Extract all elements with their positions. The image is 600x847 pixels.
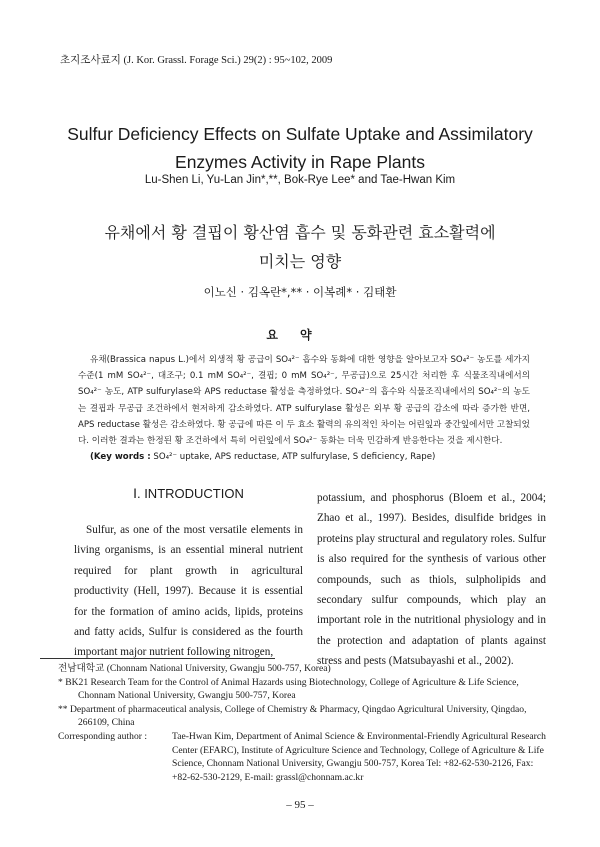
title-english-line1: Sulfur Deficiency Effects on Sulfate Uptake and Assimilatory: [67, 124, 533, 144]
abstract: [78, 352, 530, 465]
section-heading-introduction: Ⅰ. INTRODUCTION: [133, 486, 244, 501]
corresponding-author-label: Corresponding author :: [58, 730, 147, 742]
page-number: – 95 –: [286, 799, 314, 811]
keywords-text: SO₄²⁻ uptake, APS reductase, ATP sulfurylase, S deficiency, Rape): [153, 452, 436, 463]
footnote-divider: [40, 658, 275, 659]
title-korean-line1: 유채에서 황 결핍이 황산염 흡수 및 동화관련 효소활력에: [104, 223, 496, 242]
title-korean-line2: 미치는 영향: [258, 252, 342, 271]
keywords: [78, 449, 530, 465]
title-english: [40, 120, 560, 176]
footnotes: [58, 662, 548, 784]
journal-citation: 초지조사료지 (J. Kor. Grassl. Forage Sci.) 29(2) : 95~102, 2009: [60, 55, 333, 66]
intro-paragraph-right: potassium, and phosphorus (Bloem et al., 2004; Zhao et al., 1997). Besides, disulfide bridges in proteins play structural and regulatory roles. Sulfur is also required for the synthesis of various other compounds, such as thiols, sulpholipids and secondary sulfur compounds, which play an important role in the nutritional physiology and in the protection and adaptation of plants against stress and pests (Matsubayashi et al., 2002).: [317, 492, 546, 668]
title-english-line2: Enzymes Activity in Rape Plants: [175, 152, 425, 172]
abstract-body: 유채(Brassica napus L.)에서 외생적 황 공급이 SO₄²⁻ 흡수와 동화에 대한 영향을 알아보고자 SO₄²⁻ 농도를 세가지 수준(1 mM SO₄²⁻, 대조구; 0.1 mM SO₄²⁻, 결핍; 0 mM SO₄²⁻, 무공급)으로 25시간 처리한 후 식물조직내에서의 SO₄²⁻ 농도, ATP sulfurylase와 APS reductase 활성을 측정하였다. SO₄²⁻의 흡수와 식물조직내에서의 SO₄²⁻의 농도는 결핍과 무공급 조건하에서 현저하게 감소하였다. ATP sulfurylase 활성은 외부 황 공급의 감소에 따라 증가한 반면, APS reductase 활성은 감소하였다. 황 공급에 따른 이 두 효소 활력의 유의적인 차이는 어린잎과 중간잎에서만 고찰되었다. 이러한 결과는 한정된 황 조건하에서 특히 어린잎에서 SO₄²⁻ 동화는 더욱 민감하게 반응한다는 것을 제시한다.: [78, 355, 530, 447]
keywords-label: (Key words :: [90, 452, 151, 463]
abstract-heading: 요약: [266, 328, 334, 342]
footnote-bk21: * BK21 Research Team for the Control of Animal Hazards using Biotechnology, College of Agriculture & Life Science, Chonnam National University, Gwangju 500-757, Korea: [58, 676, 519, 702]
intro-paragraph-left: Sulfur, as one of the most versatile elements in living organisms, is an essential mineral nutrient required for plant growth in agricultural productivity (Hell, 1997). Because it is essential for the formation of amino acids, lipids, proteins and fatty acids, Sulfur is considered as the fourth important major nutrient following nitrogen,: [74, 524, 303, 659]
title-korean: [40, 218, 560, 276]
authors-korean: 이노신 · 김옥란*,** · 이복례* · 김태환: [203, 285, 397, 299]
authors-english: Lu-Shen Li, Yu-Lan Jin*,**, Bok-Rye Lee* and Tae-Hwan Kim: [144, 174, 456, 186]
footnote-affiliation: 전남대학교 (Chonnam National University, Gwangju 500-757, Korea): [58, 663, 331, 674]
intro-column-right: [317, 488, 546, 672]
footnote-qingdao: ** Department of pharmaceutical analysis, College of Chemistry & Pharmacy, Qingdao Agricultural University, Qingdao, 266109, China: [58, 703, 527, 729]
intro-column-left: [74, 520, 303, 663]
corresponding-author-details: Tae-Hwan Kim, Department of Animal Science & Environmental-Friendly Agricultural Research Center (EFARC), Institute of Agriculture Science and Technology, College of Agriculture & Life Science, Chonnam National University, Gwangju 500-757, Korea Tel: +82-62-530-2126, Fax: +82-62-530-2129, E-mail: grassl@chonnam.ac.kr: [172, 730, 546, 783]
corresponding-author: [58, 730, 548, 784]
